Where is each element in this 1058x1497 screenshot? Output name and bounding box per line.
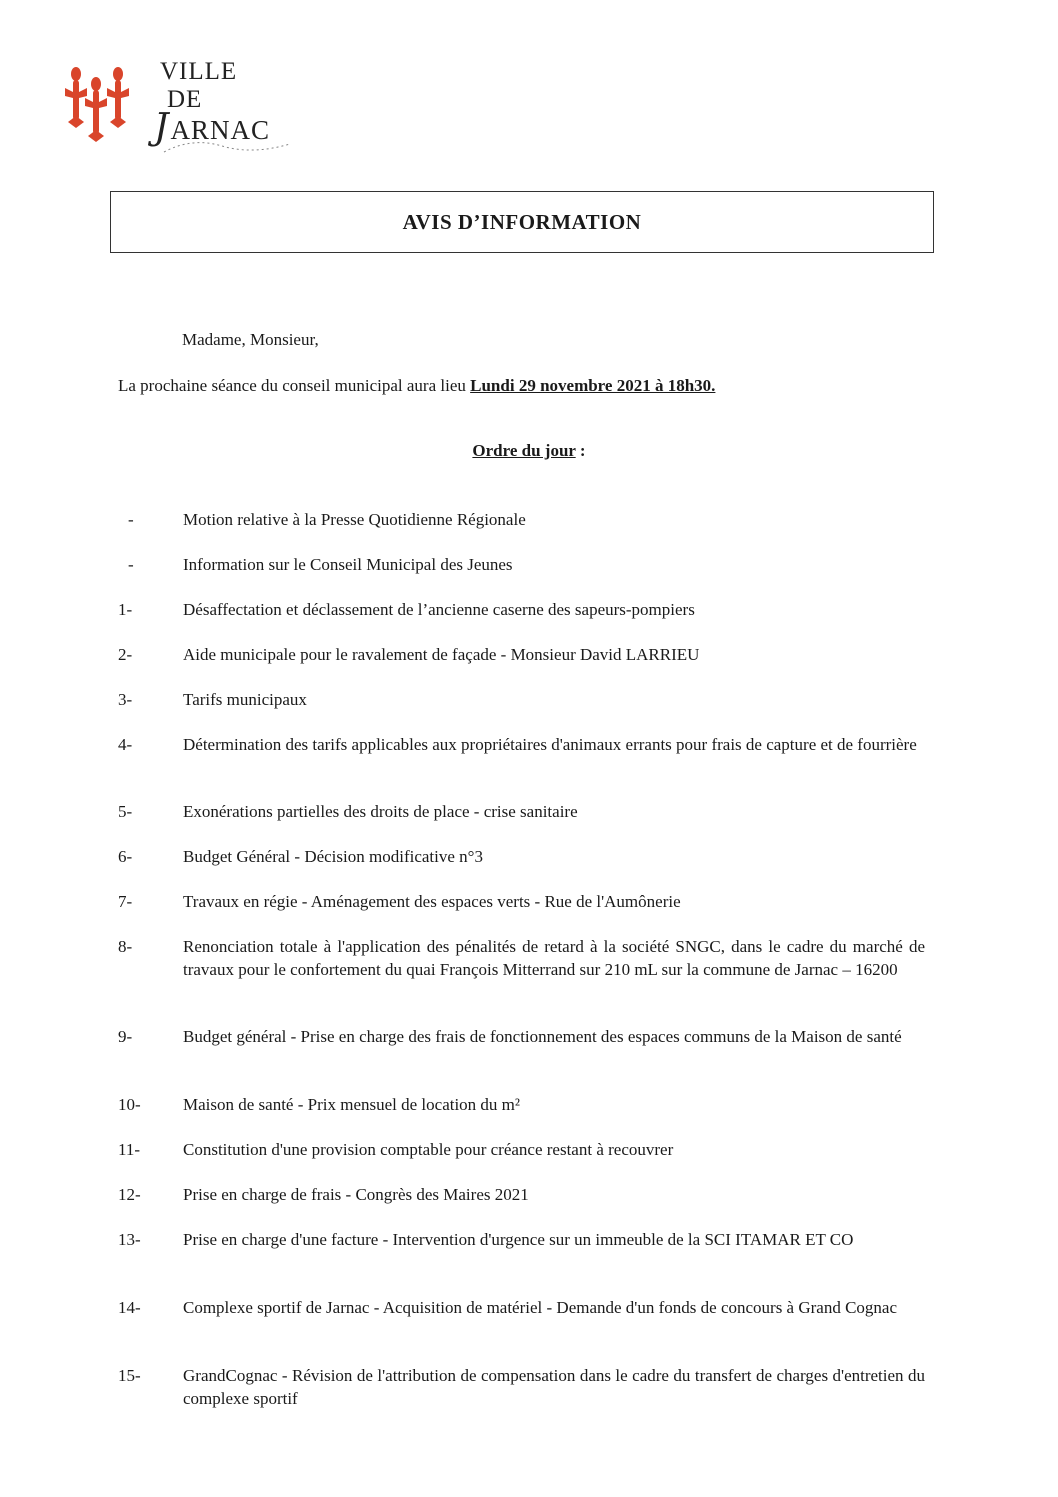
agenda-item-text: GrandCognac - Révision de l'attribution de compensation dans le cadre du transfert de charges d'entretien du complexe sportif [183,1366,925,1408]
agenda-item-number: 4- [118,735,133,754]
agenda-item-number: 1- [118,600,133,619]
logo-swash-decoration [162,132,292,162]
agenda-item-text: Prise en charge de frais - Congrès des Maires 2021 [183,1185,529,1204]
agenda-item-number: 14- [118,1298,141,1317]
page-title: AVIS D’INFORMATION [402,209,642,234]
agenda-item-text: Information sur le Conseil Municipal des Jeunes [183,555,513,574]
agenda-item-number: 13- [118,1230,141,1249]
agenda-heading-label: Ordre du jour [472,441,576,460]
ville-de-jarnac-logo [62,58,272,158]
intro-text: La prochaine séance du conseil municipal aura lieu [118,376,471,395]
agenda-heading [0,441,1058,461]
agenda-item-number: 10- [118,1095,141,1114]
agenda-item-text: Travaux en régie - Aménagement des espaces verts - Rue de l'Aumônerie [183,892,681,911]
logo-rest-arnac: ARNAC [170,115,270,145]
agenda-item-number: 6- [118,847,133,866]
salutation: Madame, Monsieur, [182,330,319,349]
logo-initial-j: J [154,107,170,148]
agenda-item-text: Budget Général - Décision modificative n°3 [183,847,483,866]
agenda-item-text: Constitution d'une provision comptable pour créance restant à recouvrer [183,1140,674,1159]
agenda-item-number: - [128,510,134,529]
title-box [110,191,934,253]
agenda-item-text: Exonérations partielles des droits de place - crise sanitaire [183,802,578,821]
agenda-item-text: Tarifs municipaux [183,690,307,709]
agenda-item-text: Aide municipale pour le ravalement de façade - Monsieur David LARRIEU [183,645,700,664]
agenda-item-text: Complexe sportif de Jarnac - Acquisition de matériel - Demande d'un fonds de concours à Grand Cognac [183,1298,898,1317]
agenda-item-number: 7- [118,892,133,911]
agenda-item-text: Maison de santé - Prix mensuel de location du m² [183,1095,521,1114]
agenda-item-text: Motion relative à la Presse Quotidienne Régionale [183,510,526,529]
agenda-item-number: 2- [118,645,133,664]
agenda-item-number: 5- [118,802,133,821]
logo-line-ville: VILLE [160,58,238,85]
agenda-item-number: 9- [118,1027,133,1046]
intro-paragraph [118,376,715,396]
agenda-item-text: Détermination des tarifs applicables aux propriétaires d'animaux errants pour frais de capture et de fourrière [183,735,917,754]
agenda-item-number: 3- [118,690,133,709]
agenda-item-text: Renonciation totale à l'application des pénalités de retard à la société SNGC, dans le cadre du marché de travaux pour le confortement du quai François Mitterrand sur 210 mL sur la commune de Jarnac – 16200 [183,937,925,979]
agenda-item-number: 15- [118,1366,141,1385]
agenda-item-text: Prise en charge d'une facture - Intervention d'urgence sur un immeuble de la SCI ITAMAR ET CO [183,1230,854,1249]
agenda-item-number: - [128,555,134,574]
agenda-item-text: Désaffectation et déclassement de l’ancienne caserne des sapeurs-pompiers [183,600,695,619]
agenda-item-number: 8- [118,937,133,956]
agenda-item-number: 11- [118,1140,141,1159]
agenda-item-number: 12- [118,1185,141,1204]
logo-line-de: DE [167,86,203,113]
agenda-item-text: Budget général - Prise en charge des frais de fonctionnement des espaces communs de la Maison de santé [183,1027,902,1046]
meeting-date: Lundi 29 novembre 2021 à 18h30. [470,376,716,395]
agenda-heading-suffix: : [575,441,586,460]
fish-emblem-icon [62,62,142,152]
